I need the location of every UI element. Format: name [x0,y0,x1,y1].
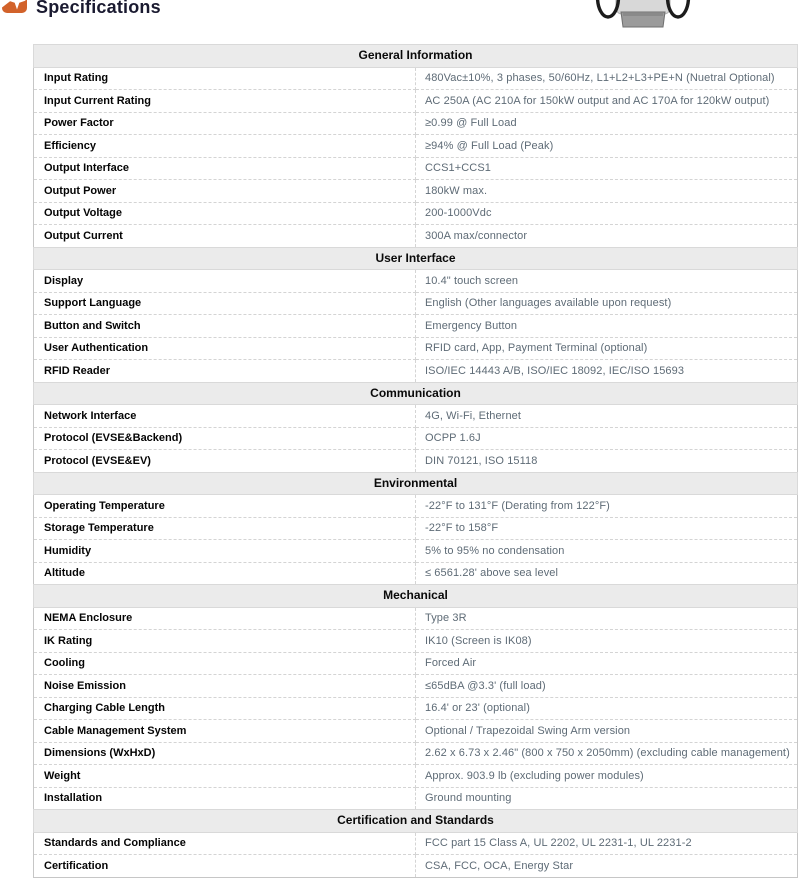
specifications-table [33,44,798,878]
spec-value: FCC part 15 Class A, UL 2202, UL 2231-1, UL 2231-2 [416,832,798,855]
spec-label: Cooling [34,652,416,675]
spec-value: 180kW max. [416,180,798,203]
section-header: General Information [34,45,798,68]
spec-label: Dimensions (WxHxD) [34,742,416,765]
table-row [34,405,798,428]
spec-value: Approx. 903.9 lb (excluding power modules) [416,765,798,788]
spec-value: Forced Air [416,652,798,675]
table-row [34,157,798,180]
table-row [34,202,798,225]
table-row [34,450,798,473]
spec-value: -22°F to 158°F [416,517,798,540]
spec-label: Altitude [34,562,416,585]
spec-label: Output Interface [34,157,416,180]
page-header [0,0,808,44]
spec-value: CSA, FCC, OCA, Energy Star [416,855,798,878]
spec-label: Network Interface [34,405,416,428]
table-row [34,787,798,810]
spec-label: Cable Management System [34,720,416,743]
spec-label: IK Rating [34,630,416,653]
spec-label: Input Rating [34,67,416,90]
table-row [34,180,798,203]
spec-label: Output Voltage [34,202,416,225]
spec-value: IK10 (Screen is IK08) [416,630,798,653]
spec-label: Standards and Compliance [34,832,416,855]
section-header-row [34,810,798,833]
spec-value: Ground mounting [416,787,798,810]
spec-label: Certification [34,855,416,878]
spec-label: Protocol (EVSE&Backend) [34,427,416,450]
table-row [34,517,798,540]
spec-label: Weight [34,765,416,788]
spec-table-body [34,45,798,878]
table-row [34,630,798,653]
spec-value: ≤ 6561.28' above sea level [416,562,798,585]
table-row [34,225,798,248]
spec-value: 10.4" touch screen [416,270,798,293]
table-row [34,270,798,293]
spec-value: ≤65dBA @3.3' (full load) [416,675,798,698]
table-row [34,112,798,135]
spec-label: Output Current [34,225,416,248]
spec-label: Charging Cable Length [34,697,416,720]
section-header: Mechanical [34,585,798,608]
spec-label: Protocol (EVSE&EV) [34,450,416,473]
section-header: User Interface [34,247,798,270]
spec-value: 4G, Wi-Fi, Ethernet [416,405,798,428]
spec-value: English (Other languages available upon request) [416,292,798,315]
section-header-row [34,382,798,405]
table-row [34,540,798,563]
table-row [34,607,798,630]
spec-label: Installation [34,787,416,810]
spec-label: Display [34,270,416,293]
table-row [34,90,798,113]
spec-label: Operating Temperature [34,495,416,518]
section-header-row [34,247,798,270]
spec-value: 480Vac±10%, 3 phases, 50/60Hz, L1+L2+L3+PE+N (Nuetral Optional) [416,67,798,90]
spec-label: Humidity [34,540,416,563]
spec-value: ≥0.99 @ Full Load [416,112,798,135]
table-row [34,765,798,788]
brand-logo-icon [2,0,27,19]
page-title: Specifications [36,0,161,17]
spec-label: RFID Reader [34,360,416,383]
spec-value: RFID card, App, Payment Terminal (optional) [416,337,798,360]
spec-value: AC 250A (AC 210A for 150kW output and AC 170A for 120kW output) [416,90,798,113]
section-header-row [34,472,798,495]
spec-label: NEMA Enclosure [34,607,416,630]
spec-value: Optional / Trapezoidal Swing Arm version [416,720,798,743]
section-header: Environmental [34,472,798,495]
spec-value: ISO/IEC 14443 A/B, ISO/IEC 18092, IEC/ISO 15693 [416,360,798,383]
spec-value: OCPP 1.6J [416,427,798,450]
spec-value: 2.62 x 6.73 x 2.46" (800 x 750 x 2050mm) (excluding cable management) [416,742,798,765]
charger-product-image [592,0,698,30]
table-row [34,292,798,315]
spec-value: DIN 70121, ISO 15118 [416,450,798,473]
spec-label: Efficiency [34,135,416,158]
table-row [34,562,798,585]
spec-value: ≥94% @ Full Load (Peak) [416,135,798,158]
table-row [34,315,798,338]
table-row [34,855,798,878]
spec-value: Type 3R [416,607,798,630]
spec-label: User Authentication [34,337,416,360]
table-row [34,427,798,450]
spec-label: Storage Temperature [34,517,416,540]
spec-value: CCS1+CCS1 [416,157,798,180]
section-header-row [34,45,798,68]
table-row [34,832,798,855]
table-row [34,360,798,383]
table-row [34,742,798,765]
section-header: Communication [34,382,798,405]
spec-label: Power Factor [34,112,416,135]
spec-value: Emergency Button [416,315,798,338]
spec-value: 300A max/connector [416,225,798,248]
table-row [34,67,798,90]
spec-label: Output Power [34,180,416,203]
spec-label: Input Current Rating [34,90,416,113]
table-row [34,495,798,518]
table-row [34,135,798,158]
spec-value: 5% to 95% no condensation [416,540,798,563]
table-row [34,652,798,675]
table-row [34,675,798,698]
spec-value: 200-1000Vdc [416,202,798,225]
spec-label: Noise Emission [34,675,416,698]
spec-value: -22°F to 131°F (Derating from 122°F) [416,495,798,518]
table-row [34,337,798,360]
section-header: Certification and Standards [34,810,798,833]
spec-label: Button and Switch [34,315,416,338]
table-row [34,697,798,720]
spec-label: Support Language [34,292,416,315]
spec-value: 16.4' or 23' (optional) [416,697,798,720]
section-header-row [34,585,798,608]
table-row [34,720,798,743]
